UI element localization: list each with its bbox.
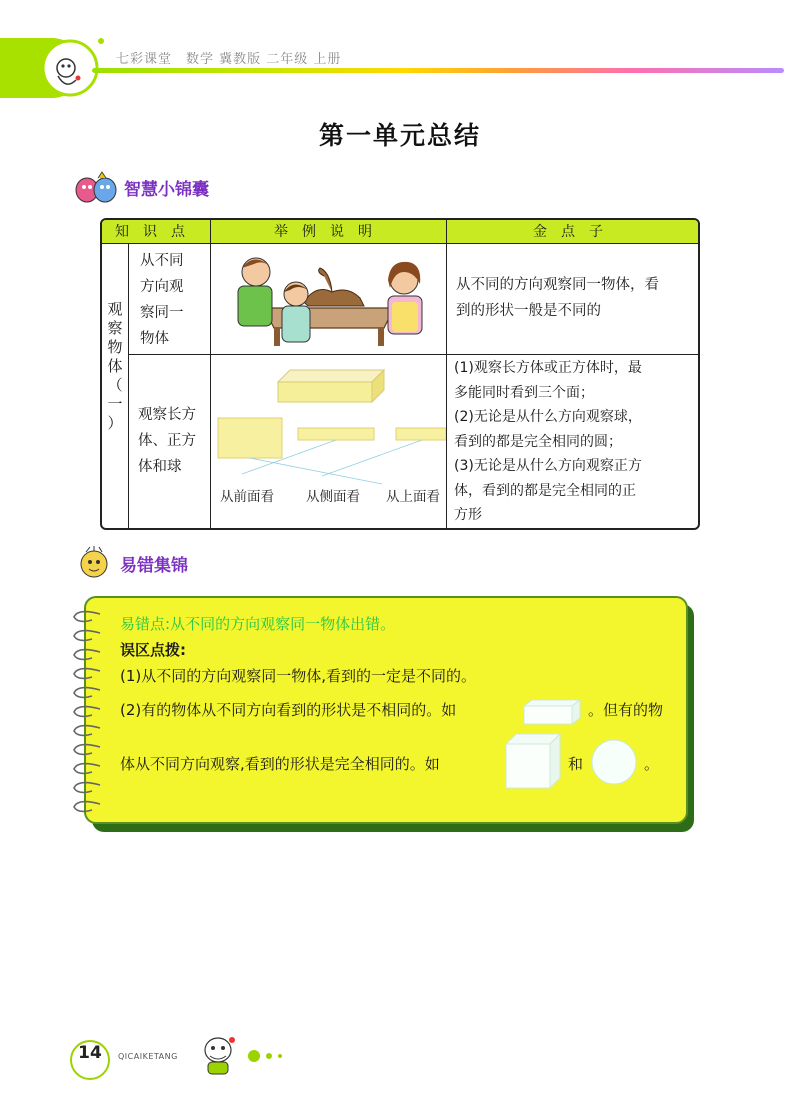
- header-series-text: 七彩课堂 数学 冀教版 二年级 上册: [116, 52, 342, 67]
- tip-line-2b: 。但有的物: [588, 701, 664, 719]
- page-title: 第一单元总结: [318, 121, 481, 150]
- cuboid-views-illustration: [212, 356, 446, 496]
- table-header-row: [102, 220, 698, 244]
- cube-shape-icon: [504, 732, 562, 790]
- header-logo-disc: [0, 28, 104, 108]
- decor-dot: [266, 1053, 272, 1059]
- row1-knowledge-line: 方向观: [140, 279, 184, 295]
- sphere-shape-icon: [590, 738, 638, 786]
- row2-knowledge-line: 体和球: [138, 459, 182, 475]
- section-heading-errors: [76, 546, 188, 580]
- footer-brand: QICAIKETANG: [118, 1052, 178, 1061]
- tip-line-3c: 。: [644, 755, 660, 773]
- error-point-line: [120, 612, 395, 636]
- divider: [446, 220, 447, 530]
- row1-tip-line: 从不同的方向观察同一物体，看: [456, 277, 659, 293]
- header-knowledge: 知识点: [115, 224, 199, 240]
- spiral-ring: [70, 648, 102, 662]
- spiral-ring: [70, 629, 102, 643]
- spiral-ring: [70, 686, 102, 700]
- row2-tip-line: (2)无论是从什么方向观察球，: [454, 409, 642, 425]
- row1-knowledge: [140, 248, 206, 352]
- divider: [128, 244, 129, 530]
- header-rainbow-bar: [92, 68, 784, 73]
- topic-vertical-label: 观 察 物 体 （ 一 ）: [107, 300, 123, 432]
- row2-tip: [454, 356, 700, 528]
- spiral-ring: [70, 705, 102, 719]
- row2-knowledge-line: 观察长方: [138, 407, 196, 423]
- row1-knowledge-line: 从不同: [140, 253, 184, 269]
- spiral-ring: [70, 743, 102, 757]
- cuboid-shape-icon: [524, 692, 584, 726]
- spiral-ring: [70, 610, 102, 624]
- row1-tip-line: 到的形状一般是不同的: [456, 303, 601, 319]
- row1-knowledge-line: 察同一: [140, 305, 184, 321]
- tip-line-1: (1)从不同的方向观察同一物体,看到的一定是不同的。: [120, 667, 477, 685]
- section-title-errors: 易错集锦: [120, 555, 188, 576]
- spiral-ring: [70, 762, 102, 776]
- header-example: 举例说明: [274, 224, 386, 240]
- tip-line-2a: (2)有的物体从不同方向看到的形状是不相同的。如: [120, 701, 457, 719]
- tip-line-3b: 和: [568, 755, 584, 773]
- row1-knowledge-line: 物体: [140, 331, 169, 347]
- spiral-ring: [70, 800, 102, 814]
- header-tip: 金点子: [533, 224, 617, 240]
- view-label-top: 从上面看: [386, 489, 440, 505]
- view-label-front: 从前面看: [220, 489, 274, 505]
- spiral-ring: [70, 781, 102, 795]
- row2-tip-line: (1)观察长方体或正方体时，最: [454, 360, 642, 376]
- error-point-label: 易错点:: [120, 615, 171, 633]
- row2-tip-line: 方形: [454, 507, 482, 523]
- mascot-footer-icon: [196, 1030, 240, 1076]
- row1-tip: [456, 272, 700, 324]
- tips-label: 误区点拨:: [120, 641, 186, 659]
- mascot-icon: [76, 546, 114, 580]
- row2-tip-line: 体，看到的都是完全相同的正: [454, 482, 636, 499]
- row2-knowledge: [138, 402, 208, 480]
- view-label-side: 从侧面看: [306, 489, 360, 505]
- mascots-icon: [74, 170, 118, 204]
- section-title-tips: 智慧小锦囊: [124, 179, 209, 200]
- decor-dot: [248, 1050, 260, 1062]
- spiral-ring: [70, 667, 102, 681]
- tip-line-3a: 体从不同方向观察,看到的形状是完全相同的。如: [120, 755, 440, 773]
- section-heading-tips: [74, 170, 209, 204]
- row2-tip-line: 看到的都是完全相同的圆；: [454, 433, 622, 450]
- children-observing-dinosaur-illustration: [224, 250, 434, 350]
- row2-knowledge-line: 体、正方: [138, 433, 196, 449]
- row2-tip-line: (3)无论是从什么方向观察正方: [454, 458, 642, 474]
- decor-dot: [278, 1054, 282, 1058]
- error-point-text: 从不同的方向观察同一物体出错。: [170, 615, 396, 633]
- page-number: 14: [78, 1043, 102, 1063]
- row2-tip-line: 多能同时看到三个面；: [454, 384, 594, 401]
- spiral-ring: [70, 724, 102, 738]
- knowledge-table: [100, 218, 700, 530]
